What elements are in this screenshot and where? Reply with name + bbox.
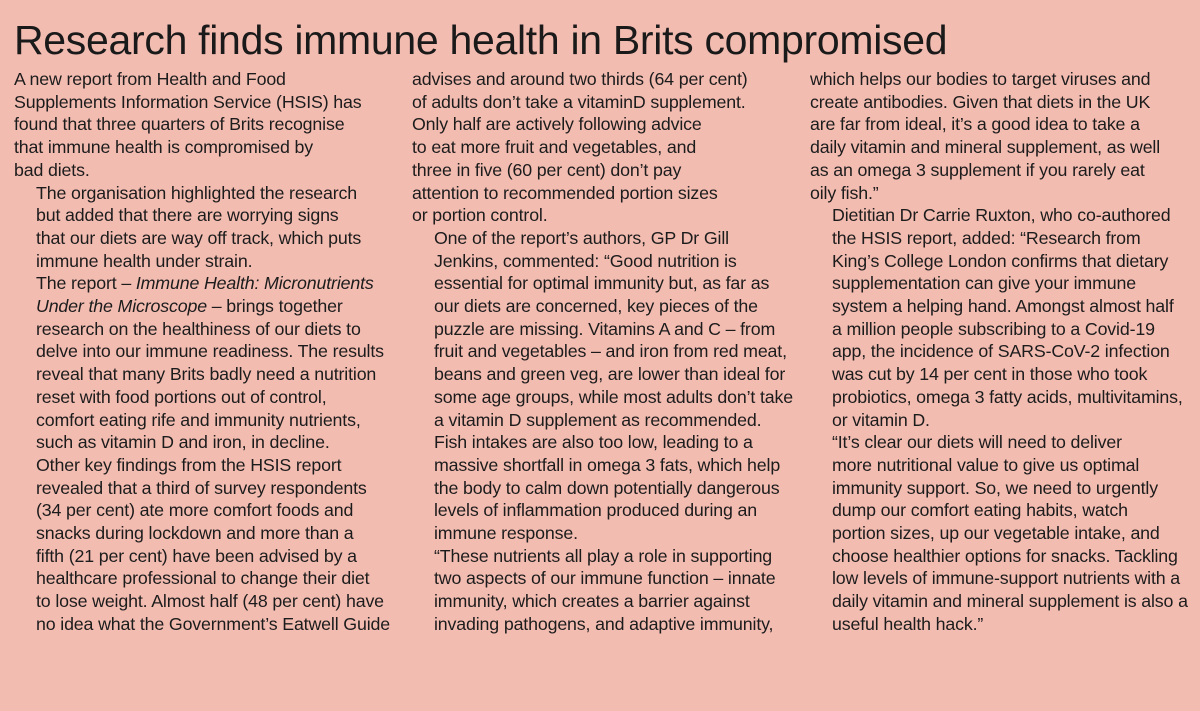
text-line: levels of inflammation produced during an [434, 500, 757, 521]
text-line: to eat more fruit and vegetables, and [412, 137, 697, 158]
text-line: daily vitamin and mineral supplement, as well [810, 137, 1161, 158]
text-line: reset with food portions out of control, [36, 386, 327, 407]
text-line: advises and around two thirds (64 per cent) [412, 69, 748, 89]
article-paragraph [14, 454, 398, 636]
text-line: A new report from Health and Food [14, 69, 286, 89]
article-paragraph [14, 68, 398, 182]
text-line: (34 per cent) ate more comfort foods and [36, 500, 354, 521]
text-line: which helps our bodies to target viruses and [810, 69, 1151, 89]
text-line: Supplements Information Service (HSIS) has [14, 91, 362, 112]
text-line: or portion control. [412, 205, 548, 226]
text-line: but added that there are worrying signs [36, 205, 339, 226]
text-line: more nutritional value to give us optimal [832, 454, 1140, 475]
text-line: our diets are concerned, key pieces of the [434, 296, 758, 317]
text-line: One of the report’s authors, GP Dr Gill [434, 227, 729, 248]
text-line: to lose weight. Almost half (48 per cent) have [36, 591, 384, 612]
text-line: found that three quarters of Brits recognise [14, 114, 345, 135]
text-line: snacks during lockdown and more than a [36, 523, 354, 544]
text-line: fruit and vegetables – and iron from red meat, [434, 341, 787, 362]
article-paragraph [412, 68, 796, 227]
text-line: app, the incidence of SARS-CoV-2 infection [832, 341, 1170, 362]
article-column-2 [412, 68, 796, 711]
article-columns [14, 68, 1188, 711]
text-line: a million people subscribing to a Covid-19 [832, 318, 1155, 339]
text-line: The report – Immune Health: Micronutrients [36, 273, 374, 294]
text-line: comfort eating rife and immunity nutrients, [36, 409, 361, 430]
article-paragraph [810, 68, 1194, 204]
text-line: massive shortfall in omega 3 fats, which help [434, 454, 781, 475]
text-line: low levels of immune-support nutrients with a [832, 568, 1181, 589]
text-line: Dietitian Dr Carrie Ruxton, who co-authored [832, 205, 1171, 226]
text-line: immunity, which creates a barrier against [434, 591, 750, 612]
text-line: research on the healthiness of our diets to [36, 318, 361, 339]
text-line: no idea what the Government’s Eatwell Guide [36, 613, 390, 634]
text-line: healthcare professional to change their diet [36, 568, 370, 589]
text-line: dump our comfort eating habits, watch [832, 500, 1128, 521]
text-line: such as vitamin D and iron, in decline. [36, 432, 330, 453]
text-line: oily fish.” [810, 182, 879, 203]
text-line: three in five (60 per cent) don’t pay [412, 159, 682, 180]
text-line: portion sizes, up our vegetable intake, and [832, 523, 1160, 544]
text-line: puzzle are missing. Vitamins A and C – from [434, 318, 776, 339]
text-line: bad diets. [14, 159, 90, 180]
text-line: reveal that many Brits badly need a nutrition [36, 364, 377, 385]
text-line: useful health hack.” [832, 613, 984, 634]
text-line: probiotics, omega 3 fatty acids, multivitamins, [832, 386, 1183, 407]
article-paragraph [14, 182, 398, 273]
text-line: invading pathogens, and adaptive immunity, [434, 613, 774, 634]
text-line: of adults don’t take a vitaminD supplement. [412, 91, 746, 112]
text-line: Only half are actively following advice [412, 114, 702, 135]
article-headline: Research finds immune health in Brits compromised [14, 17, 948, 63]
article-paragraph [810, 431, 1194, 635]
text-line: the HSIS report, added: “Research from [832, 227, 1141, 248]
text-line: “It’s clear our diets will need to deliver [832, 432, 1122, 453]
text-line: Other key findings from the HSIS report [36, 454, 342, 475]
text-line: essential for optimal immunity but, as far as [434, 273, 770, 294]
text-line: as an omega 3 supplement if you rarely eat [810, 159, 1145, 180]
text-line: two aspects of our immune function – innate [434, 568, 776, 589]
article-paragraph [412, 545, 796, 636]
text-line: immune response. [434, 523, 578, 544]
article-column-1 [14, 68, 398, 711]
text-line: Jenkins, commented: “Good nutrition is [434, 250, 737, 271]
article-column-3 [810, 68, 1194, 711]
text-line: fifth (21 per cent) have been advised by a [36, 545, 357, 566]
text-line: are far from ideal, it’s a good idea to take a [810, 114, 1140, 135]
text-line: system a helping hand. Amongst almost half [832, 296, 1174, 317]
text-line: Fish intakes are also too low, leading to a [434, 432, 753, 453]
text-line: or vitamin D. [832, 409, 930, 430]
text-line: a vitamin D supplement as recommended. [434, 409, 762, 430]
text-line: create antibodies. Given that diets in the UK [810, 91, 1151, 112]
text-line: immunity support. So, we need to urgently [832, 477, 1158, 498]
text-line: Under the Microscope – brings together [36, 296, 343, 317]
text-line: immune health under strain. [36, 250, 253, 271]
article-paragraph [14, 272, 398, 454]
text-line: that immune health is compromised by [14, 137, 313, 158]
text-line: The organisation highlighted the research [36, 182, 358, 203]
text-line: choose healthier options for snacks. Tackling [832, 545, 1178, 566]
text-line: supplementation can give your immune [832, 273, 1136, 294]
text-line: that our diets are way off track, which puts [36, 227, 362, 248]
article-paragraph [810, 204, 1194, 431]
text-line: “These nutrients all play a role in supporting [434, 545, 773, 566]
text-line: delve into our immune readiness. The results [36, 341, 384, 362]
text-line: King’s College London confirms that dietary [832, 250, 1169, 271]
text-line: revealed that a third of survey respondents [36, 477, 367, 498]
text-line: beans and green veg, are lower than ideal for [434, 364, 786, 385]
text-line: attention to recommended portion sizes [412, 182, 718, 203]
text-line: the body to calm down potentially dangerous [434, 477, 780, 498]
text-line: was cut by 14 per cent in those who took [832, 364, 1148, 385]
text-line: daily vitamin and mineral supplement is also a [832, 591, 1188, 612]
article-paragraph [412, 227, 796, 545]
text-line: some age groups, while most adults don’t take [434, 386, 793, 407]
